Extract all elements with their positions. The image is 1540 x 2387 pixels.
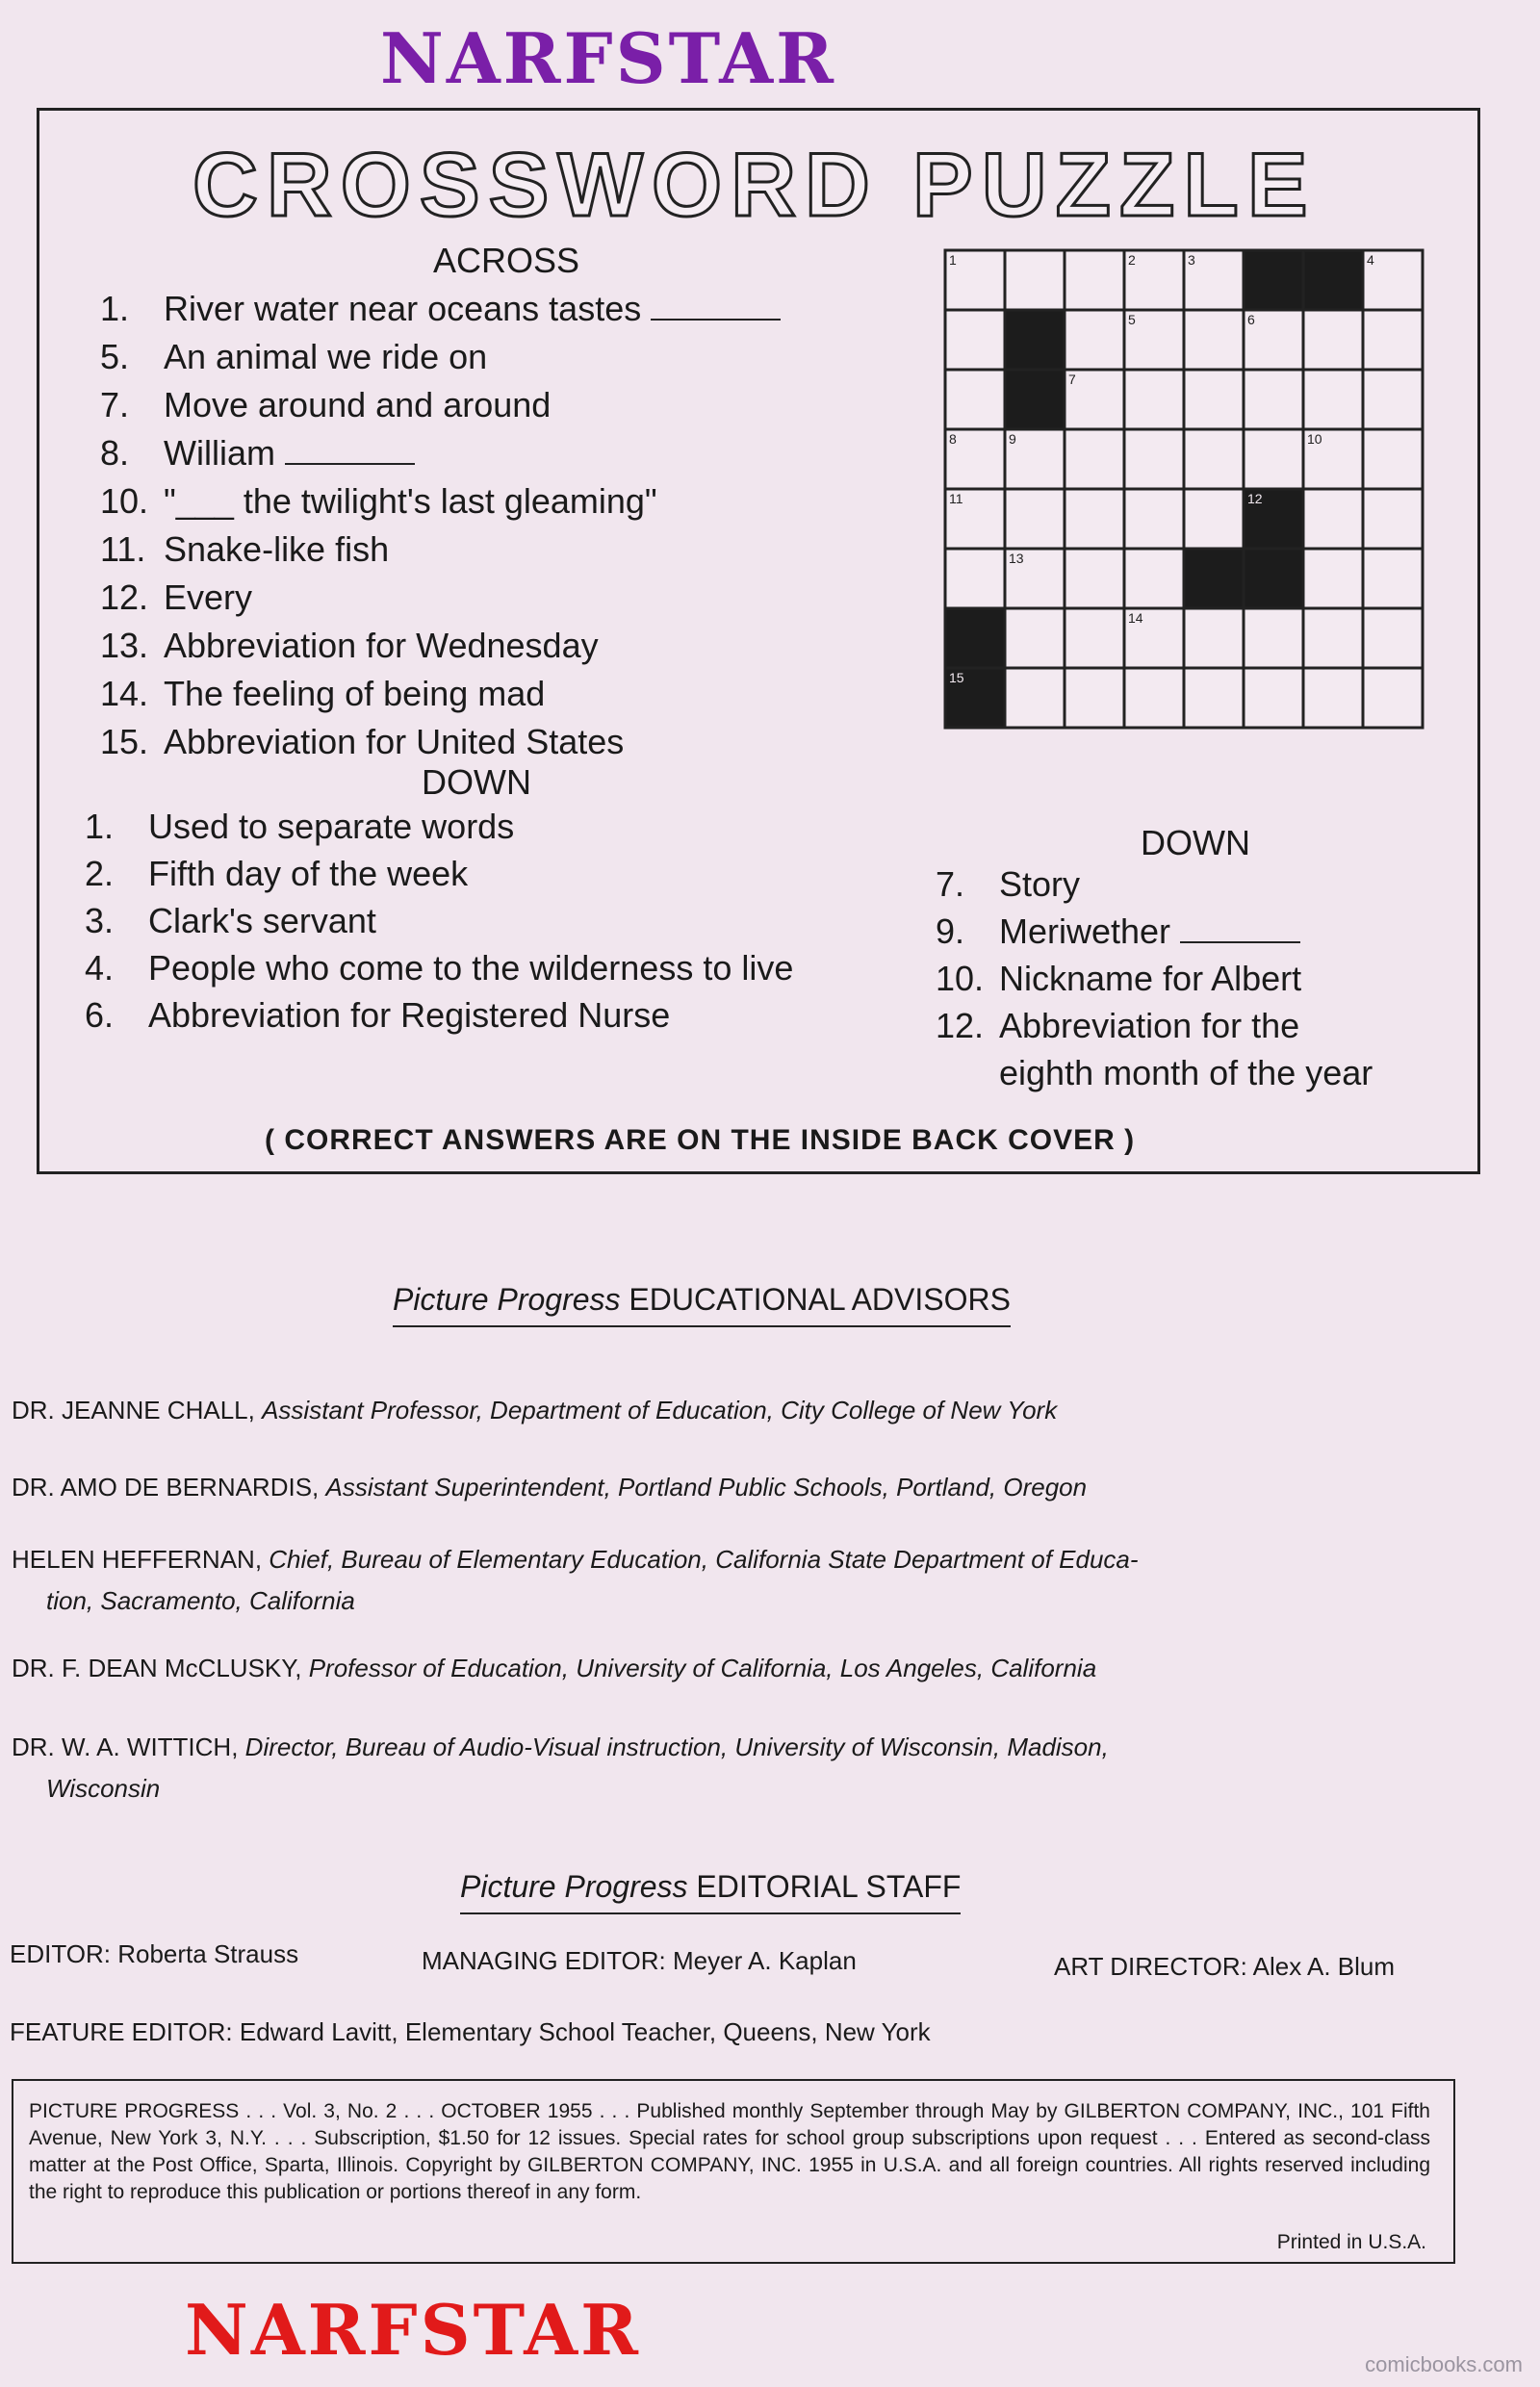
staff-art-director (1054, 1952, 1395, 1982)
advisor-role-continued: tion, Sacramento, California (46, 1586, 355, 1615)
grid-cell (1184, 429, 1244, 489)
down-heading-right: DOWN (1141, 823, 1250, 862)
clue-text: Nickname for Albert (999, 959, 1302, 998)
grid-cell (1244, 250, 1303, 310)
staff-managing-label: MANAGING EDITOR: (422, 1946, 666, 1975)
advisor-name: DR. F. DEAN McCLUSKY, (12, 1654, 302, 1682)
grid-number: 4 (1367, 252, 1374, 268)
advisor-role: Director, Bureau of Audio-Visual instruction, University of Wisconsin, Madison, (244, 1732, 1109, 1761)
clue-number: 2. (85, 854, 115, 893)
grid-cell (1065, 250, 1124, 310)
grid-cell (1303, 549, 1363, 608)
answer-blank (651, 319, 781, 321)
grid-cell (1124, 489, 1184, 549)
grid-cell (1184, 370, 1244, 429)
grid-cell (1363, 429, 1423, 489)
clue-number: 1. (85, 807, 115, 846)
clue-item (85, 807, 514, 847)
advisor-role: Professor of Education, University of California, Los Angeles, California (308, 1654, 1097, 1682)
clue-item (936, 1006, 1299, 1046)
advisor-role: Chief, Bureau of Elementary Education, California State Department of Educa- (269, 1545, 1139, 1574)
grid-cell (945, 310, 1005, 370)
clue-item (936, 959, 1301, 999)
advisor-role: Assistant Superintendent, Portland Public Schools, Portland, Oregon (325, 1473, 1088, 1502)
clue-number: 4. (85, 948, 115, 988)
grid-cell (1065, 310, 1124, 370)
watermark-bottom: NARFSTAR (185, 2289, 641, 2371)
advisor-name: DR. JEANNE CHALL, (12, 1396, 255, 1424)
grid-cell (1005, 250, 1065, 310)
clue-number: 15. (100, 722, 149, 761)
clue-number: 10. (936, 959, 985, 998)
staff-art-label: ART DIRECTOR: (1054, 1952, 1247, 1981)
grid-cell (1005, 370, 1065, 429)
clue-number: 8. (100, 433, 130, 473)
grid-number: 9 (1009, 431, 1016, 447)
grid-cell (1124, 370, 1184, 429)
answers-note: ( CORRECT ANSWERS ARE ON THE INSIDE BACK COVER ) (265, 1124, 1136, 1156)
advisor-name: HELEN HEFFERNAN, (12, 1545, 263, 1574)
clue-item (100, 433, 415, 474)
advisor-name: DR. W. A. WITTICH, (12, 1732, 239, 1761)
clue-number: 7. (936, 864, 965, 904)
watermark-site: comicbooks.com (1365, 2352, 1523, 2376)
grid-number: 10 (1307, 431, 1322, 447)
grid-cell (1244, 608, 1303, 668)
grid-number: 5 (1128, 312, 1136, 327)
advisor-name: DR. AMO DE BERNARDIS, (12, 1473, 320, 1502)
down-heading: DOWN (422, 762, 531, 802)
grid-cell (945, 608, 1005, 668)
grid-number: 15 (949, 670, 964, 685)
grid-cell (1244, 549, 1303, 608)
clue-text: eighth month of the year (999, 1053, 1373, 1092)
clue-number: 1. (100, 289, 130, 328)
grid-cell (1124, 549, 1184, 608)
grid-cell (1005, 310, 1065, 370)
grid-cell (1363, 608, 1423, 668)
puzzle-title: CROSSWORD PUZZLE (192, 134, 1317, 235)
clue-item (936, 1053, 1373, 1093)
grid-number: 7 (1068, 372, 1076, 387)
grid-cell (1124, 429, 1184, 489)
grid-number: 3 (1188, 252, 1195, 268)
clue-number: 14. (100, 674, 149, 713)
advisor-item (12, 1654, 1096, 1683)
clue-item (100, 626, 599, 666)
grid-cell (1363, 489, 1423, 549)
staff-feature-label: FEATURE EDITOR: (10, 2017, 233, 2046)
clue-item (100, 529, 389, 570)
grid-cell (1065, 429, 1124, 489)
grid-number: 2 (1128, 252, 1136, 268)
clue-text: The feeling of being mad (164, 674, 546, 713)
publication-notice: PICTURE PROGRESS . . . Vol. 3, No. 2 . . . OCTOBER 1955 . . . Published monthly September through May by GILBERTON COMPANY, INC., 101 Fifth Avenue, New York 3, N.Y. . . . Subscription, $1.50 for 12 issues. Special rates for school group subscriptions upon request . . . Entered as second-class matter at the Post Office, Sparta, Illinois. Copyright by GILBERTON COMPANY, INC. 1955 in U.S.A. and all foreign countries. All rights reserved including the right to reproduce this publication or portions thereof in any form. (29, 2100, 1430, 2203)
advisor-item (12, 1545, 1139, 1616)
clue-text: People who come to the wilderness to live (148, 948, 794, 988)
clue-number: 13. (100, 626, 149, 665)
grid-cell (1244, 668, 1303, 728)
clue-text: Move around and around (164, 385, 552, 424)
clue-item (100, 674, 545, 714)
grid-cell (1363, 549, 1423, 608)
clue-number: 12. (100, 578, 149, 617)
clue-number: 11. (100, 529, 146, 569)
clue-number: 7. (100, 385, 130, 424)
grid-number: 12 (1247, 491, 1263, 506)
grid-cell (1184, 489, 1244, 549)
staff-art-name: Alex A. Blum (1252, 1952, 1396, 1981)
grid-number: 11 (949, 491, 963, 506)
clue-text: Used to separate words (148, 807, 515, 846)
clue-text: An animal we ride on (164, 337, 488, 376)
grid-cell (1065, 608, 1124, 668)
across-heading: ACROSS (433, 241, 580, 280)
grid-cell (1005, 608, 1065, 668)
clue-text: Story (999, 864, 1081, 904)
clue-number: 6. (85, 995, 115, 1035)
advisor-item (12, 1732, 1109, 1804)
clue-number: 9. (936, 911, 965, 951)
grid-cell (1303, 310, 1363, 370)
grid-cell (1244, 370, 1303, 429)
grid-cell (1065, 549, 1124, 608)
clue-item (85, 901, 376, 941)
grid-cell (1244, 429, 1303, 489)
clue-item (85, 854, 468, 894)
grid-cell (1184, 549, 1244, 608)
printed-in-usa: Printed in U.S.A. (1276, 2231, 1426, 2253)
clue-number: 5. (100, 337, 130, 376)
grid-cell (1303, 250, 1363, 310)
clue-item (100, 289, 781, 329)
grid-number: 14 (1128, 610, 1143, 626)
clue-item (100, 385, 551, 425)
grid-number: 13 (1009, 551, 1024, 566)
grid-cell (1065, 668, 1124, 728)
clue-number: 10. (100, 481, 149, 521)
clue-text: Abbreviation for the (999, 1006, 1300, 1045)
answer-blank (1180, 941, 1300, 943)
grid-cell (1303, 668, 1363, 728)
grid-cell (1303, 489, 1363, 549)
clue-item (100, 481, 657, 522)
clue-number: 3. (85, 901, 115, 940)
grid-cell (1363, 668, 1423, 728)
crossword-grid (943, 248, 1424, 733)
grid-cell (945, 370, 1005, 429)
clue-item (85, 948, 793, 988)
grid-cell (1303, 608, 1363, 668)
answer-blank (285, 463, 415, 465)
clue-number: 12. (936, 1006, 985, 1045)
staff-editor-name: Roberta Strauss (117, 1939, 299, 1968)
clue-text: Clark's servant (148, 901, 376, 940)
grid-cell (1184, 668, 1244, 728)
clue-text: Abbreviation for Registered Nurse (148, 995, 671, 1035)
watermark-top: NARFSTAR (380, 17, 836, 99)
staff-managing-name: Meyer A. Kaplan (673, 1946, 857, 1975)
staff-feature-editor (10, 2017, 931, 2047)
staff-heading-italic: Picture Progress (460, 1869, 688, 1904)
clue-text: Fifth day of the week (148, 854, 469, 893)
clue-text: "___ the twilight's last gleaming" (164, 481, 657, 521)
advisor-role-continued: Wisconsin (46, 1774, 161, 1803)
advisor-item (12, 1473, 1087, 1502)
advisors-heading-main: EDUCATIONAL ADVISORS (629, 1282, 1011, 1317)
advisor-role: Assistant Professor, Department of Education, City College of New York (262, 1396, 1058, 1424)
grid-number: 8 (949, 431, 957, 447)
staff-managing-editor (422, 1946, 857, 1976)
grid-number: 1 (949, 252, 957, 268)
clue-text: Abbreviation for United States (164, 722, 625, 761)
grid-cell (1005, 668, 1065, 728)
clue-text: River water near oceans tastes (164, 289, 642, 328)
clue-item (100, 578, 252, 618)
staff-feature-name: Edward Lavitt, Elementary School Teacher, Queens, New York (239, 2017, 931, 2046)
clue-item (936, 864, 1080, 905)
grid-cell (1184, 310, 1244, 370)
advisors-heading (393, 1282, 1011, 1327)
grid-cell (1005, 489, 1065, 549)
grid-cell (1303, 370, 1363, 429)
clue-text: Abbreviation for Wednesday (164, 626, 599, 665)
clue-item (936, 911, 1300, 952)
grid-number: 6 (1247, 312, 1255, 327)
staff-heading (460, 1869, 961, 1914)
clue-text: Meriwether (999, 911, 1171, 951)
clue-item (85, 995, 670, 1036)
staff-heading-main: EDITORIAL STAFF (696, 1869, 962, 1904)
clue-text: Every (164, 578, 253, 617)
clue-text: William (164, 433, 275, 473)
staff-editor (10, 1939, 298, 1969)
clue-item (100, 722, 624, 762)
clue-text: Snake-like fish (164, 529, 390, 569)
grid-cell (945, 549, 1005, 608)
grid-cell (1065, 489, 1124, 549)
grid-cell (1184, 608, 1244, 668)
grid-cell (1363, 310, 1423, 370)
clue-item (100, 337, 487, 377)
advisor-item (12, 1396, 1057, 1425)
advisors-heading-italic: Picture Progress (393, 1282, 621, 1317)
staff-editor-label: EDITOR: (10, 1939, 111, 1968)
grid-cell (1124, 668, 1184, 728)
grid-cell (1363, 370, 1423, 429)
